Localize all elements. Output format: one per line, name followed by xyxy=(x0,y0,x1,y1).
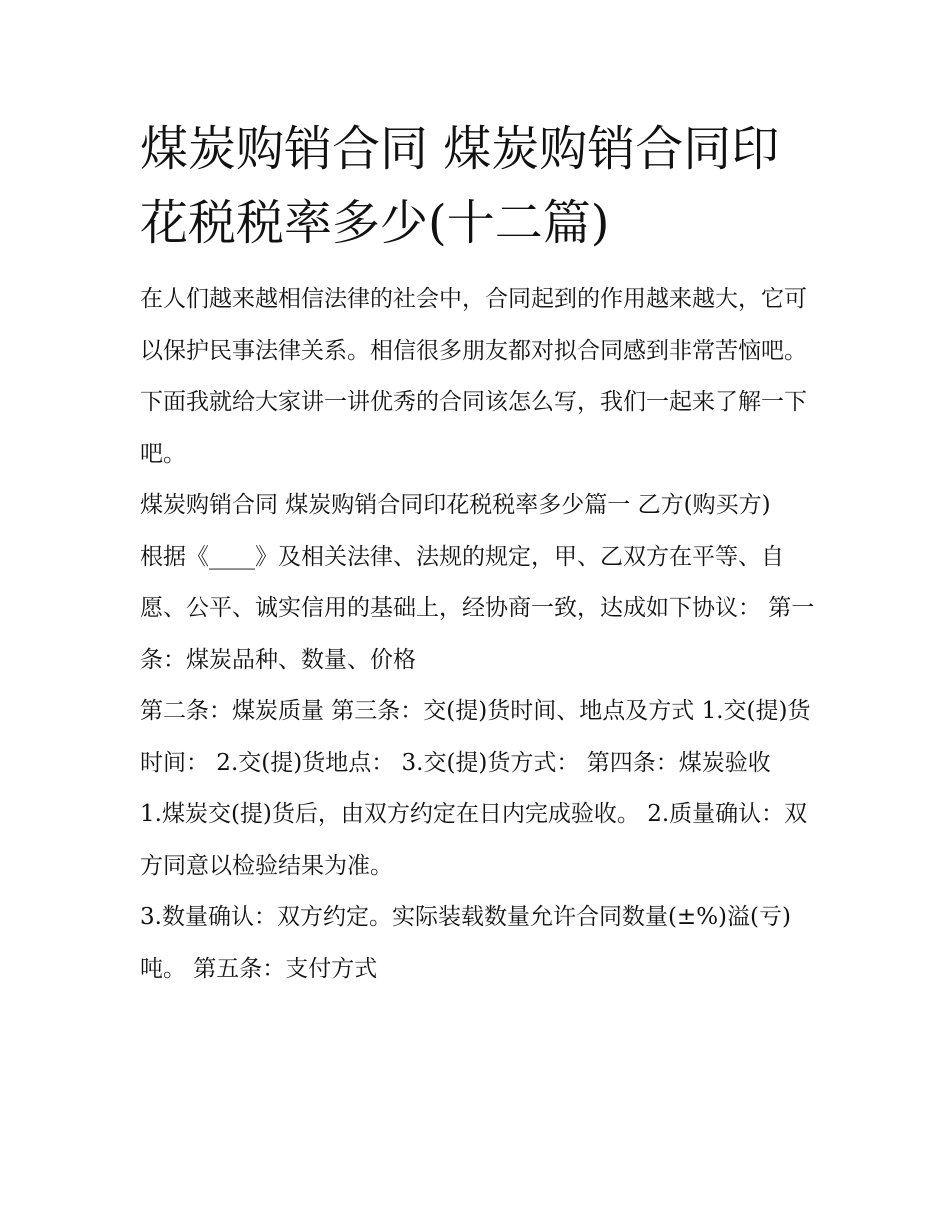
paragraph-acceptance: 1.煤炭交(提)货后，由双方约定在日内完成验收。 2.质量确认：双方同意以检验结果为准。 xyxy=(140,801,808,879)
paragraph-quantity: 3.数量确认：双方约定。实际装载数量允许合同数量(±%)溢(亏)吨。 第五条：支付方式 xyxy=(140,904,791,982)
paragraph-heading-1: 煤炭购销合同 煤炭购销合同印花税税率多少篇一 乙方(购买方) xyxy=(140,492,771,518)
document-page xyxy=(140,112,820,995)
paragraph-preamble: 根据《____》及相关法律、法规的规定，甲、乙双方在平等、自愿、公平、诚实信用的基础上，经协商一致，达成如下协议： 第一条：煤炭品种、数量、价格 xyxy=(140,543,815,673)
document-title: 煤炭购销合同 煤炭购销合同印花税税率多少(十二篇) xyxy=(140,121,780,251)
paragraph-articles-2-4: 第二条：煤炭质量 第三条：交(提)货时间、地点及方式 1.交(提)货时间： 2.交(提)货地点： 3.交(提)货方式： 第四条：煤炭验收 xyxy=(140,698,811,776)
paragraph-intro: 在人们越来越相信法律的社会中，合同起到的作用越来越大，它可以保护民事法律关系。相信很多朋友都对拟合同感到非常苦恼吧。下面我就给大家讲一讲优秀的合同该怎么写，我们一起来了解一下吧。 xyxy=(140,286,807,467)
